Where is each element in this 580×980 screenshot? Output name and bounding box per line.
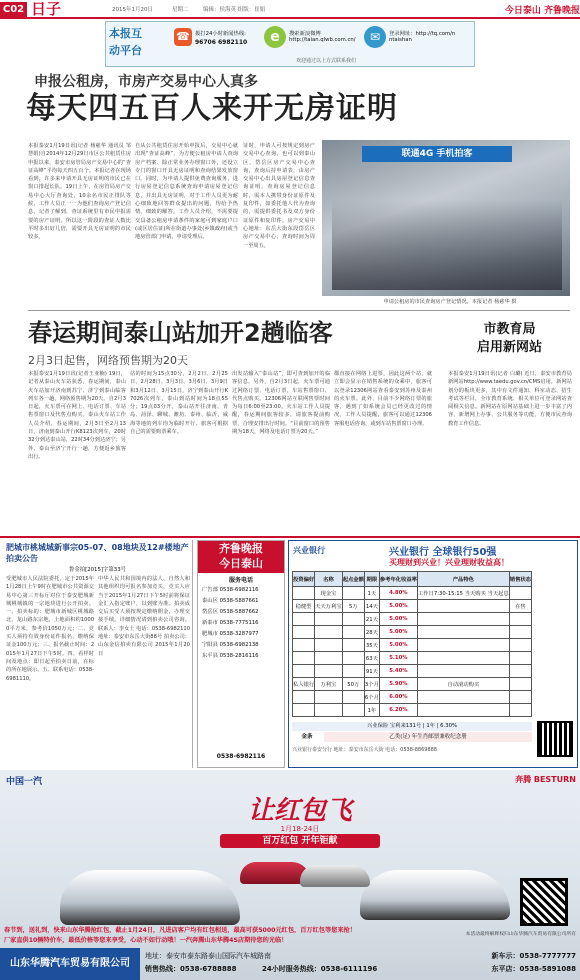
table-cell bbox=[509, 678, 531, 691]
issue-date: 2015年1月20日 bbox=[112, 7, 153, 13]
lead-col-3: 证时，申请人可按规定到房产交易中心查询，也可以到泰山区、岱岳区房产交易中心查询，查询后持申请表，由房产交易中心出具房屋登记信息查询证明。查询房屋登记信息时，需本人携带身份证原件及复印件，如委托他人代为查询的，需提供委托书及双方身份证原件和复印件。房产交易中心地址：东岳大街东段岱岳区房产交易中心，查询时间为周一至周五。 bbox=[243, 143, 315, 249]
table-cell bbox=[342, 613, 364, 626]
car-ticker-1: 春节到，送礼到，快来山东华腾抢红包，截止1月24日，凡进店客户均有红包相送，最高可获5000元红包，百万红包等您来抢！ bbox=[4, 927, 356, 934]
table-cell bbox=[417, 691, 509, 704]
table-cell bbox=[342, 665, 364, 678]
bank-slogan-1: 兴业银行 全球银行50强 bbox=[389, 547, 497, 558]
qq-site: ntaishan bbox=[389, 37, 412, 43]
table-cell: 5.10% bbox=[379, 652, 417, 665]
lead-kicker: 申报公租房，市房产交易中心人真多 bbox=[34, 74, 258, 90]
bank-footnote: 兴业银行泰安分行 地址：泰安市东岳大街 电话：0538-8869888 bbox=[292, 747, 437, 753]
weibo-icon: e bbox=[264, 26, 286, 48]
qilu-brand: 齐鲁晚报 bbox=[219, 542, 263, 555]
table-cell: 5万 bbox=[342, 600, 364, 613]
table-cell bbox=[417, 626, 509, 639]
table-cell: 6.20% bbox=[379, 704, 417, 717]
divider-2 bbox=[0, 536, 580, 538]
bank-fx: 兴业保险 宝利来131号 | 1年 | 6.30% bbox=[292, 722, 532, 731]
table-cell bbox=[315, 704, 343, 717]
photo-crowd bbox=[332, 200, 562, 290]
side-body: 本报泰安1月19日讯(记者 白璐) 近日，泰安市教育局新网站http://www.taedu.gov.cn/CMS启用，新网站划分的板块更多，其中有文件通知、科室动态、招生考试等栏目，全市教育系统、相关单位可登录网站查阅相关信息。新网站在原网站基础上进一步丰富了内容，新增网上办事、公共服务等功能，方便市民查询教育工作信息。 bbox=[448, 371, 572, 427]
table-cell bbox=[509, 587, 531, 600]
table-cell: 自动滚动购买 bbox=[417, 678, 509, 691]
second-col-1: 本报泰安1月19日讯(记者王亚楠) 19日，记者从泰山火车站获悉，春运期间，泰山火车站加开济南到苏宁、济宁到泰山临客列车各一趟，网络预售期为20天。自2月3日起，火车票可在网上、电话订票、车站售票窗口及代售点购买。泰山火车站工作人员介绍，春运期间，2月3日至2月13日，济南到泰山开行K8123次列车，20时32分到达泰山站，22时34分到达济宁；另外，泰山至济宁开行一趟，方便返乡旅客出行。 bbox=[28, 371, 126, 460]
second-col-2: 站的时间为15点30分，2月2日、2月25日、2月28日、3月3日、3月6日、3月9日和3月12日、3月15日，济宁到泰山开行K7026次列车，泰山到站时间为18点55分；19点03分开，泰山站开往济南、青岛、菏泽、聊城、潍坊、泰州、临沂、威海等地的列车均为临时开行，旅客可根据自己的需要购票乘车。 bbox=[130, 371, 228, 436]
table-cell bbox=[293, 704, 315, 717]
table-row bbox=[293, 600, 532, 613]
qilu-services-list bbox=[202, 585, 282, 745]
table-cell bbox=[315, 613, 343, 626]
east-branch-phone: 东平店：0538-5891088 bbox=[491, 965, 576, 973]
legal-title: 肥城市桃城城新事宗05-07、08地块及12#楼地产拍卖公告 bbox=[6, 543, 189, 563]
table-cell bbox=[417, 704, 509, 717]
qilu-box bbox=[197, 540, 285, 768]
table-cell: 35天 bbox=[364, 639, 379, 652]
table-row bbox=[293, 665, 532, 678]
table-cell bbox=[293, 665, 315, 678]
table-cell: 天天万利宝 bbox=[315, 600, 343, 613]
besturn-brand: 奔腾 BESTURN bbox=[515, 775, 576, 784]
table-cell: 28天 bbox=[364, 626, 379, 639]
table-cell: 私人银行 bbox=[293, 678, 315, 691]
table-cell bbox=[315, 691, 343, 704]
lead-col-2: 自从公共租赁住房开始申报后，交易中心就出现“查证高峰”，为方便公租房申请人查询房产档案、除正常业务办理窗口外，还设立专门的窗口开具无房证明和查询结果发放窗口。同时，为申请人提供免费查询服务，进行房屋登记信息系统查询申请房屋登记信息，并出具无房证明，对于工作人员更为耐心细致地回答群众提出的问题，均给予热情、细致的解答。工作人员介绍，不需要提交具备公租房申请条件的家庭可到家庭户口(或区居住证)所在街道办事处(乡镇政府)或当地房管部门申请，申请受理后。 bbox=[135, 143, 238, 241]
qq-label[interactable]: 登录网址：http://tq.com/n bbox=[389, 31, 456, 37]
weibo-url[interactable]: http://taian.qlwb.com.cn/ bbox=[289, 37, 356, 43]
table-cell bbox=[293, 652, 315, 665]
bank-gold-2: 乙类(足) 年生肖邮票兼收纪念册 bbox=[324, 732, 532, 742]
bank-logo: 兴业银行 bbox=[293, 546, 325, 555]
new-sales-phone: 新车示：0538-7777777 bbox=[491, 952, 576, 960]
legal-notice bbox=[2, 540, 193, 768]
table-cell: 万利宝 bbox=[315, 678, 343, 691]
qilu-footer: 0538-6982116 bbox=[216, 753, 266, 760]
table-row bbox=[293, 639, 532, 652]
table-cell bbox=[315, 665, 343, 678]
table-header-cell: 起点金额 bbox=[342, 572, 364, 587]
table-cell: 稳健型 bbox=[293, 600, 315, 613]
bank-rate-table bbox=[292, 571, 532, 717]
promo-title-line1: 本报互 bbox=[109, 27, 142, 40]
table-row bbox=[293, 613, 532, 626]
car-slogan: 让红包飞 bbox=[247, 796, 352, 826]
table-cell bbox=[315, 652, 343, 665]
table-cell bbox=[342, 704, 364, 717]
table-cell: 6个月 bbox=[364, 691, 379, 704]
lead-photo bbox=[322, 140, 570, 296]
qilu-header bbox=[198, 541, 284, 573]
table-cell bbox=[509, 652, 531, 665]
car-ad bbox=[0, 770, 580, 980]
table-cell bbox=[293, 626, 315, 639]
qq-icon: ✉ bbox=[364, 26, 386, 48]
table-cell: 91天 bbox=[364, 665, 379, 678]
service-hotline: 24小时服务热线：0538-6111196 bbox=[262, 965, 378, 973]
promo-text: 百万红包 开年钜献 bbox=[220, 834, 380, 848]
page-number: C02 bbox=[0, 2, 27, 17]
table-cell: 21天 bbox=[364, 613, 379, 626]
bank-qr-icon bbox=[537, 721, 573, 757]
rights-note: 本活动最终解释权归山东华腾汽车贸易有限公司所有 bbox=[465, 932, 576, 937]
table-header-cell: 产品特色 bbox=[417, 572, 509, 587]
table-cell: 4.80% bbox=[379, 587, 417, 600]
table-cell: 现金宝 bbox=[315, 587, 343, 600]
table-cell bbox=[417, 639, 509, 652]
legal-sub: 鲁金拍[2015]字第33号 bbox=[68, 567, 127, 573]
table-cell: 1天 bbox=[364, 587, 379, 600]
divider bbox=[28, 310, 570, 311]
table-cell: 1年 bbox=[364, 704, 379, 717]
legal-col-2: 中华人民共和国境内的法人、自然人和其他组织均可报名参加竞买，竞买人应当于2015年1月27日下午5时前将保证金汇入指定账户，以到账为准。拍卖成交后买受人须按规定缴纳佣金，办理交接手续。详细情况请到拍卖公司咨询。联系人：李女士 电话：0538-6982110 地址：泰安市东岳大街88号 拍卖公司：山东金信拍卖有限公司 2015年1月20日 bbox=[98, 576, 190, 657]
table-cell: 工作日7:30-15:15 当天购买 当天起息 bbox=[417, 587, 509, 600]
section-name: 日子 bbox=[31, 0, 62, 18]
paper-name: 今日泰山 齐鲁晚报 bbox=[504, 6, 580, 16]
promo-title-line2: 动平台 bbox=[109, 44, 142, 57]
photo-banner: 联通4G 手机拍客 bbox=[362, 146, 512, 162]
phone-icon: ☎ bbox=[174, 28, 192, 46]
table-cell: 5.90% bbox=[379, 678, 417, 691]
bank-ad bbox=[288, 540, 578, 768]
table-cell bbox=[342, 639, 364, 652]
table-cell bbox=[417, 613, 509, 626]
table-cell: 50万 bbox=[342, 678, 364, 691]
second-headline: 春运期间泰山站加开2趟临客 bbox=[28, 319, 333, 347]
table-cell bbox=[293, 691, 315, 704]
table-cell bbox=[509, 665, 531, 678]
table-cell: 14天 bbox=[364, 600, 379, 613]
side-headline-2: 启用新网站 bbox=[476, 340, 542, 355]
table-cell bbox=[342, 587, 364, 600]
service-line: 广告部 0538-6982116 bbox=[202, 587, 259, 593]
second-subhead: 2月3日起售，网络预售期为20天 bbox=[28, 354, 188, 367]
table-cell bbox=[417, 652, 509, 665]
table-cell: 5.40% bbox=[379, 665, 417, 678]
table-cell: 5.00% bbox=[379, 639, 417, 652]
second-col-4: 都直接在网络上进票，因此这两个站，就立即会显示在销售系统的众乘中，旅客可以登录12306网站查看泰安到苏州及泰州的火车票。此外，目前不少网络订票的旅客，遇到了如系统会员已经更改过的情况，工作人员提醒，旅客可以通过12306客服电话咨询，或到车站售票窗口办理。 bbox=[334, 371, 432, 427]
promo-dates: 1月18-24日 bbox=[280, 825, 320, 833]
table-header-cell: 销售状态 bbox=[509, 572, 531, 587]
service-line: 泰山区 0538-5887661 bbox=[202, 598, 259, 604]
bank-gold-1: 金条 bbox=[301, 734, 313, 740]
table-header-cell: 参考年化收益率 bbox=[379, 572, 417, 587]
table-cell: 3个月 bbox=[364, 678, 379, 691]
legal-col-1: 受肥城市人民法院委托，定于2015年1月28日上午9时在肥城市公共资源交易中心第三开标厅对位于泰安肥城新城桃城镇的一宗地块进行公开拍卖。一、拍卖标的：肥城市新城区桃城路北、龙山路东宗地，土地面积约10000平方米，参考价1050万元；二、竞买人须持有效身份证件报名，缴纳保证金100万元；三、报名截止时间：2015年1月27日下午5时。四、看样时间及地点：即日起至拍卖日前，在标的所在地展示。五、联系电话：0538-6981110。 bbox=[6, 576, 94, 682]
car-image-right bbox=[360, 870, 510, 920]
table-cell bbox=[315, 639, 343, 652]
table-header-cell: 期限 bbox=[364, 572, 379, 587]
table-row bbox=[293, 652, 532, 665]
hotline-number[interactable]: 96706 6982110 bbox=[195, 39, 248, 46]
table-cell bbox=[342, 626, 364, 639]
table-row bbox=[293, 691, 532, 704]
service-line: 肥城市 0538-3287977 bbox=[202, 631, 259, 637]
second-col-3: 出发站输入“泰山站”，即可查到加开的临客信息。另外，自2月3日起，火车票可通过网络订票、电话订票、车站售票窗口、代售点购买。12306网站互联网售票时间为每日6:00至23:00。火车站工作人员提醒，春运期间旅客较多，请旅客提前购票，合理安排出行时间。“目前窗口的预售期为18天，网络及电话订票为20天。” bbox=[232, 371, 330, 436]
car-image-large bbox=[60, 870, 240, 925]
service-line: 新泰市 0538-7775116 bbox=[202, 620, 259, 626]
faw-brand: 中国一汽 bbox=[6, 777, 43, 787]
table-cell bbox=[342, 652, 364, 665]
table-cell: 5.00% bbox=[379, 600, 417, 613]
table-cell: 5.00% bbox=[379, 613, 417, 626]
lead-col-1: 本报泰安1月19日讯(记者 杨慈华 通讯员 邹慧娟)自2014年12月29日市区公共租赁住房申报以来，泰安市房管局房产交易中心的“查证高峰”平均每天四五百个。本报记者在现场看到，许多来申请开具无房证明的市民已在窗口排起长队。19日上午，在房管局房产交易中心大厅查询处，10余名市民正排队等候，工作人员正一一为他们查询房产登记信息，记者了解到，查证系统里有市民申报需要的房产证明，所以这一阶段的查证人数比平时多出好几倍，需要开具无房证明的市民较多。 bbox=[28, 143, 131, 241]
table-row bbox=[293, 678, 532, 691]
table-cell bbox=[293, 639, 315, 652]
masthead bbox=[0, 0, 580, 19]
table-header-cell: 投资偏好 bbox=[293, 572, 315, 587]
table-cell bbox=[293, 613, 315, 626]
table-cell: 5.00% bbox=[379, 626, 417, 639]
weibo-label: 搜索新浪微博 bbox=[289, 31, 321, 37]
side-headline-1: 市教育局 bbox=[483, 322, 536, 337]
car-ticker-2: 厂家直供10辆特价车，最低价格等您来享受，心动不如行动哦！一汽奔腾山东华腾4S店期待您的光临！ bbox=[4, 937, 288, 944]
qilu-title: 今日泰山 bbox=[219, 557, 263, 570]
qilu-services-title: 服务电话 bbox=[228, 577, 253, 584]
table-row bbox=[293, 704, 532, 717]
table-cell bbox=[417, 600, 509, 613]
promo-note: 欢迎通过以上方式联系我们 bbox=[295, 58, 356, 64]
service-line: 宁阳县 0538-6982138 bbox=[202, 642, 259, 648]
service-line: 岱岳区 0538-5887662 bbox=[202, 609, 259, 615]
hotline-label: 拨打24小时新闻热线: bbox=[195, 31, 246, 37]
lead-headline: 每天四五百人来开无房证明 bbox=[26, 91, 398, 126]
editors: 编辑：侯海英 组版：崔娟 bbox=[203, 7, 266, 13]
table-cell: 63天 bbox=[364, 652, 379, 665]
table-cell bbox=[509, 613, 531, 626]
table-cell bbox=[417, 665, 509, 678]
dealer-name: 山东华腾汽车贸易有限公司 bbox=[0, 948, 140, 980]
weekday: 星期二 bbox=[172, 7, 189, 13]
table-cell bbox=[509, 691, 531, 704]
table-row bbox=[293, 626, 532, 639]
car-image-silver bbox=[300, 865, 370, 887]
table-cell bbox=[509, 639, 531, 652]
table-cell bbox=[293, 587, 315, 600]
service-line: 东平县 0538-2816116 bbox=[202, 653, 259, 659]
table-header-cell: 名称 bbox=[315, 572, 343, 587]
table-cell bbox=[342, 691, 364, 704]
table-cell: 6.00% bbox=[379, 691, 417, 704]
table-cell bbox=[509, 626, 531, 639]
lead-caption: 申请公租房的市民查询房产登记情况。本报记者 杨慈华 摄 bbox=[383, 299, 517, 305]
promo-title bbox=[109, 25, 169, 63]
table-row bbox=[293, 587, 532, 600]
dealer-address: 地址：泰安市泰东路泰山国际汽车城路南 bbox=[145, 952, 271, 960]
bank-slogan-2: 买理财到兴业！兴业理财收益高！ bbox=[389, 558, 509, 567]
table-header-row bbox=[293, 572, 532, 587]
table-cell bbox=[509, 704, 531, 717]
qr-code-icon bbox=[520, 878, 568, 926]
promo-bar bbox=[105, 21, 475, 67]
sales-hotline: 销售热线：0538-6788888 bbox=[145, 965, 237, 973]
table-cell: 在售 bbox=[509, 600, 531, 613]
table-cell bbox=[315, 626, 343, 639]
